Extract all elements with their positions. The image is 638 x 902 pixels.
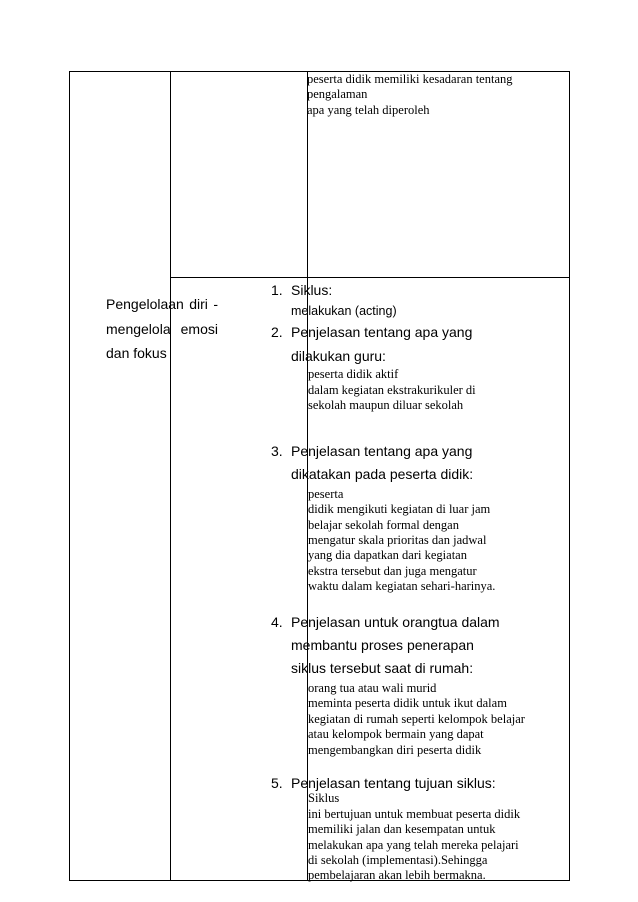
text-line: ini bertujuan untuk membuat peserta didik (308, 807, 521, 821)
label-word: mengelola (106, 321, 171, 337)
text-line: dalam kegiatan ekstrakurikuler di (308, 383, 476, 397)
label-word: - (213, 296, 218, 312)
row-divider (170, 277, 569, 278)
label-word: diri (189, 296, 208, 312)
list-number: 3. (271, 443, 283, 459)
text-line: mengembangkan diri peserta didik (308, 743, 482, 757)
text-line: orang tua atau wali murid (308, 681, 437, 695)
text-line: mengatur skala prioritas dan jadwal (308, 533, 487, 547)
label-line: dan fokus (106, 345, 167, 361)
text-line: memiliki jalan dan kesempatan untuk (308, 822, 496, 836)
list-number: 2. (271, 324, 283, 340)
list-number: 5. (271, 775, 283, 791)
list-title: Penjelasan tentang apa yang (291, 324, 473, 340)
text-line: atau kelompok bermain yang dapat (308, 727, 484, 741)
list-title: membantu proses penerapan (291, 637, 474, 653)
text-line: melakukan apa yang telah mereka pelajari (308, 838, 519, 852)
text-line: yang dia dapatkan dari kegiatan (308, 548, 467, 562)
label-word: emosi (180, 321, 218, 337)
text-line: peserta (308, 487, 344, 501)
list-title: Penjelasan tentang tujuan siklus: (291, 775, 496, 791)
text-line: ekstra tersebut dan juga mengatur (308, 564, 477, 578)
list-number: 1. (271, 282, 283, 298)
list-subtitle: melakukan (acting) (291, 304, 397, 318)
list-title: Siklus: (291, 282, 333, 298)
text-line: meminta peserta didik untuk ikut dalam (308, 696, 507, 710)
text-line: pembelajaran akan lebih bermakna. (308, 868, 486, 882)
text-line: waktu dalam kegiatan sehari-harinya. (308, 579, 496, 593)
list-title: Penjelasan untuk orangtua dalam (291, 614, 500, 630)
list-title: dilakukan guru: (291, 348, 386, 364)
text-line: Siklus (308, 791, 340, 805)
list-title: dikatakan pada peserta didik: (291, 466, 474, 482)
text-line: belajar sekolah formal dengan (308, 518, 459, 532)
label-word: Pengelolaan (106, 296, 184, 312)
list-title: siklus tersebut saat di rumah: (291, 660, 474, 676)
text-line: didik mengikuti kegiatan di luar jam (308, 502, 491, 516)
column-divider-1 (170, 72, 171, 880)
list-title: Penjelasan tentang apa yang (291, 443, 473, 459)
text-line: di sekolah (implementasi).Sehingga (308, 853, 488, 867)
text-line: peserta didik aktif (308, 367, 399, 381)
text-line: apa yang telah diperoleh (307, 103, 430, 117)
text-line: kegiatan di rumah seperti kelompok belajar (308, 712, 525, 726)
text-line: sekolah maupun diluar sekolah (308, 398, 464, 412)
list-number: 4. (271, 614, 283, 630)
text-line: pengalaman (307, 87, 368, 101)
text-line: peserta didik memiliki kesadaran tentang (307, 72, 513, 86)
